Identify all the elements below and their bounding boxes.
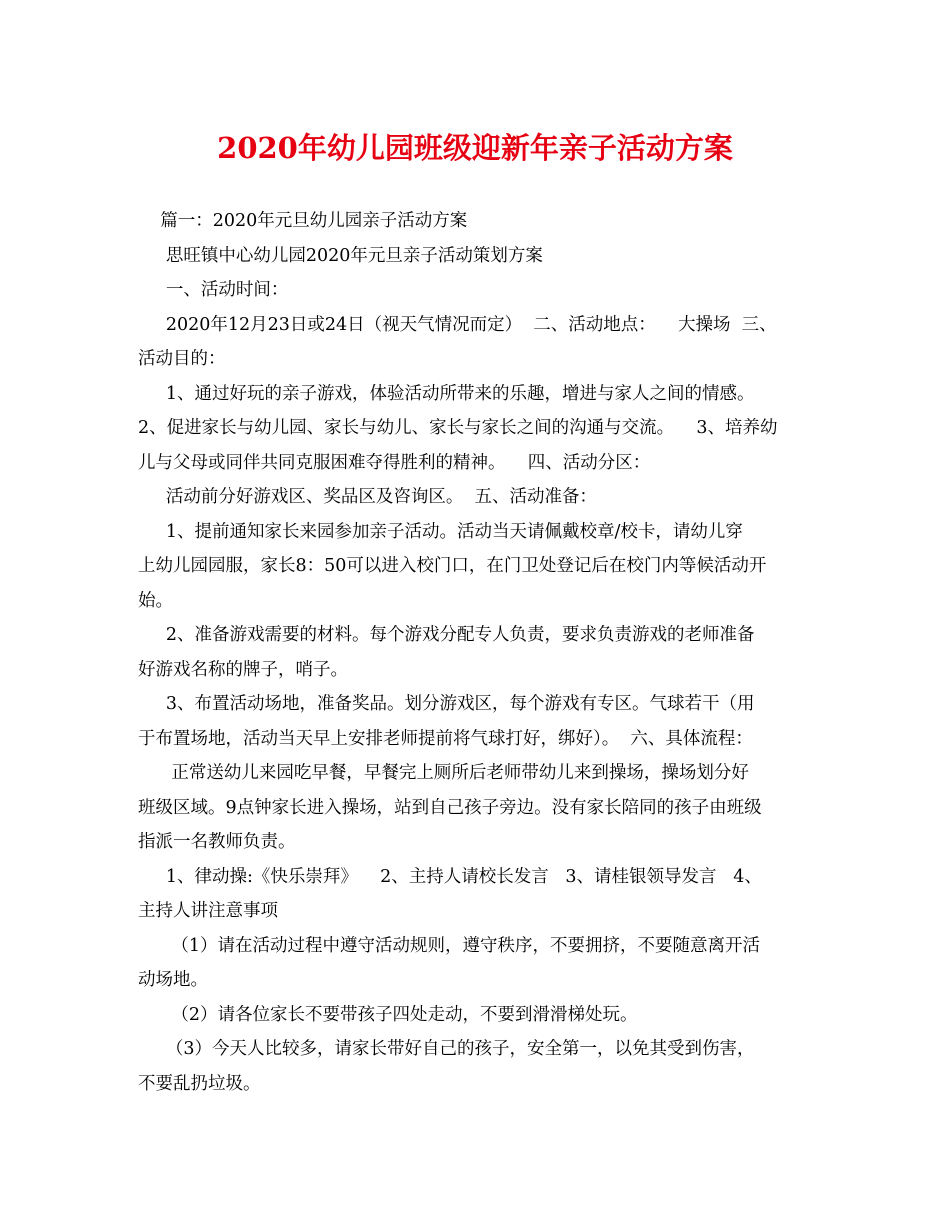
text-line: 于布置场地，活动当天早上安排老师提前将气球打好，绑好）。 六、具体流程： — [138, 728, 753, 749]
text-line: （1）请在活动过程中遵守活动规则，遵守秩序，不要拥挤，不要随意离开活 — [138, 935, 761, 956]
text-line: 一、活动时间： — [138, 280, 289, 300]
text-line: 动场地。 — [138, 970, 208, 990]
text-line: 儿与父母或同伴共同克服困难夺得胜利的精神。 四、活动分区： — [138, 452, 651, 473]
text-line: （3）今天人比较多，请家长带好自己的孩子，安全第一，以免其受到伤害， — [138, 1039, 755, 1059]
text-line: 1、提前通知家长来园参加亲子活动。活动当天请佩戴校章/校卡，请幼儿穿 — [138, 521, 743, 542]
text-line: （2）请各位家长不要带孩子四处走动，不要到滑滑梯处玩。 — [138, 1004, 638, 1025]
text-line: 2、准备游戏需要的材料。每个游戏分配专人负责，要求负责游戏的老师准备 — [138, 625, 755, 645]
text-line: 1、律动操:《快乐崇拜》 2、主持人请校长发言 3、请桂银领导发言 4、 — [138, 866, 762, 887]
text-line: 活动前分好游戏区、奖品区及咨询区。 五、活动准备： — [138, 487, 597, 507]
text-line: 班级区域。9点钟家长进入操场，站到自己孩子旁边。没有家长陪同的孩子由班级 — [138, 797, 762, 818]
text-line: 1、通过好玩的亲子游戏，体验活动所带来的乐趣，增进与家人之间的情感。 — [138, 383, 755, 404]
text-line: 指派一名教师负责。 — [138, 832, 296, 852]
text-line: 上幼儿园园服，家长8：50可以进入校门口，在门卫处登记后在校门内等候活动开 — [138, 556, 767, 576]
text-line: 正常送幼儿来园吃早餐，早餐完上厕所后老师带幼儿来到操场，操场划分好 — [138, 763, 749, 783]
text-line: 主持人讲注意事项 — [138, 901, 278, 921]
text-line: 3、布置活动场地，准备奖品。划分游戏区，每个游戏有专区。气球若干（用 — [138, 694, 755, 714]
text-line: 思旺镇中心幼儿园2020年元旦亲子活动策划方案 — [138, 245, 543, 266]
document-title: 2020年幼儿园班级迎新年亲子活动方案 — [217, 131, 733, 165]
document-body — [138, 204, 814, 1101]
text-line: 篇一：2020年元旦幼儿园亲子活动方案 — [138, 211, 468, 231]
text-line: 2、促进家长与幼儿园、家长与幼儿、家长与家长之间的沟通与交流。 3、培养幼 — [138, 418, 778, 438]
text-line: 2020年12月23日或24日（视天气情况而定） 二、活动地点： 大操场 三、 — [138, 314, 777, 335]
text-line: 活动目的： — [138, 349, 226, 369]
text-line: 好游戏名称的牌子，哨子。 — [138, 659, 348, 680]
text-line: 始。 — [138, 590, 173, 611]
text-line: 不要乱扔垃圾。 — [138, 1073, 261, 1094]
